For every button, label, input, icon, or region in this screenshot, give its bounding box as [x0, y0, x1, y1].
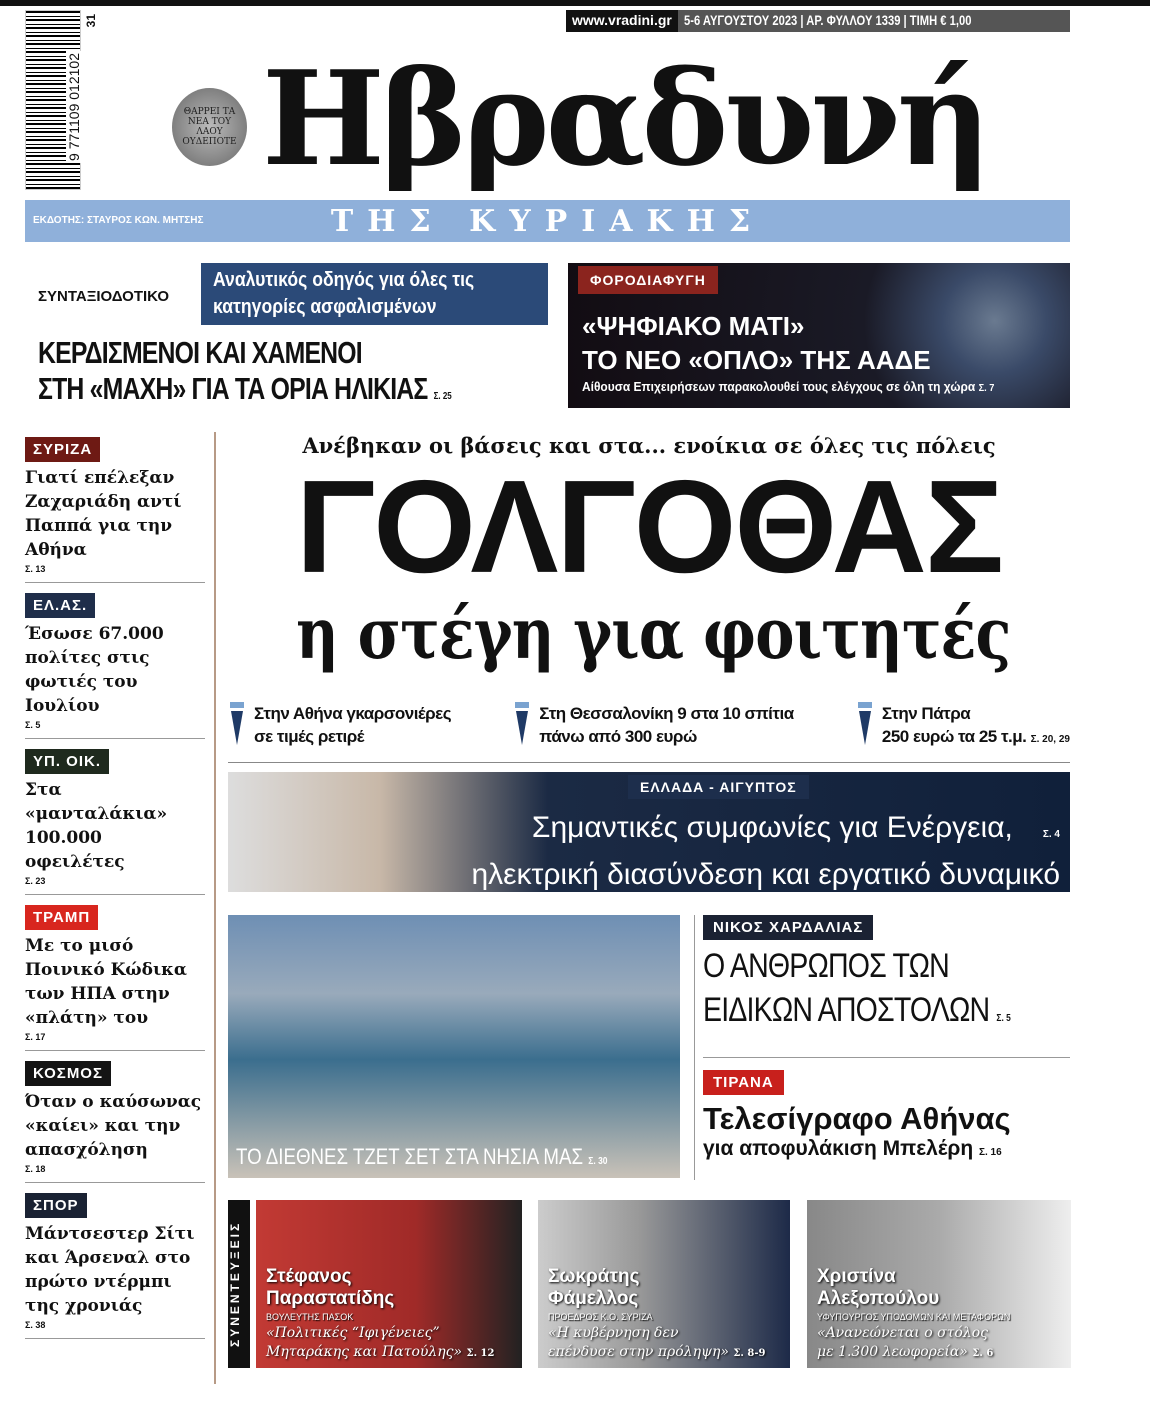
tax-line1: «ΨΗΦΙΑΚΟ ΜΑΤΙ» [582, 311, 805, 341]
column-divider [214, 432, 216, 1384]
tirana-tag: ΤΙΡΑΝΑ [703, 1070, 784, 1095]
egypt-line1: Σημαντικές συμφωνίες για Ενέργεια, [531, 811, 1013, 844]
section-tag: ΣΠΟΡ [25, 1193, 87, 1218]
interviewee-role: ΥΦΥΠΟΥΡΓΟΣ ΥΠΟΔΟΜΩΝ ΚΑΙ ΜΕΤΑΦΟΡΩΝ [817, 1312, 1011, 1322]
pen-icon [513, 702, 531, 746]
page-ref: Σ. 23 [25, 876, 46, 886]
interviewee-first-name: Χριστίνα [817, 1266, 896, 1287]
left-column-story[interactable] [25, 1193, 205, 1339]
lead-kicker: Ανέβηκαν οι βάσεις και στα... ενοίκια σε όλες τις πόλεις [302, 433, 996, 458]
edition-title: ΤΗΣ ΚΥΡΙΑΚΗΣ [330, 204, 765, 239]
quote-line2: επένδυσε στην πρόληψη» [548, 1344, 729, 1360]
tirana-line1: Τελεσίγραφο Αθήνας [703, 1101, 1011, 1136]
website-link[interactable]: www.vradini.gr [566, 10, 678, 32]
hardalias-story[interactable] [703, 915, 1070, 1041]
pen-icon [856, 702, 874, 746]
pension-line2: ΣΤΗ «ΜΑΧΗ» ΓΙΑ ΤΑ ΟΡΙΑ ΗΛΙΚΙΑΣ [38, 371, 428, 406]
quote-line2: με 1.300 λεωφορεία» [817, 1344, 968, 1360]
quote-line1: «Η κυβέρνηση δεν [548, 1325, 679, 1341]
edition-band [25, 200, 1070, 242]
jetset-photo[interactable] [228, 915, 680, 1178]
section-tag: ΚΟΣΜΟΣ [25, 1061, 111, 1086]
greece-egypt-story[interactable] [228, 772, 1070, 892]
hardalias-tag: ΝΙΚΟΣ ΧΑΡΔΑΛΙΑΣ [703, 915, 873, 940]
tax-tag: ΦΟΡΟΔΙΑΦΥΓΗ [578, 266, 718, 294]
interviewee-last-name: Παραστατίδης [266, 1288, 395, 1309]
pension-line1: ΚΕΡΔΙΣΜΕΝΟΙ ΚΑΙ ΧΑΜΕΝΟΙ [38, 335, 362, 370]
section-tag: ΣΥΡΙΖΑ [25, 437, 100, 462]
divider [25, 894, 205, 895]
pension-headline[interactable] [38, 335, 555, 415]
page-ref: Σ. 18 [25, 1164, 46, 1174]
barcode [25, 10, 81, 190]
page-ref: Σ. 38 [25, 1320, 46, 1330]
egypt-line2: ηλεκτρική διασύνδεση και εργατικό δυναμικό [471, 858, 1060, 891]
left-column-story[interactable] [25, 593, 205, 739]
left-column-story[interactable] [25, 749, 205, 895]
hardalias-line1: Ο ΑΝΘΡΩΠΟΣ ΤΩΝ [703, 947, 949, 985]
interviewee-role: ΒΟΥΛΕΥΤΗΣ ΠΑΣΟΚ [266, 1312, 354, 1322]
bullet-text: 250 ευρώ τα 25 τ.μ. [881, 727, 1027, 746]
tax-evasion-story[interactable] [568, 263, 1070, 408]
story-title: Έσωσε 67.000 πολίτες στις φωτιές του Ιουλίου [25, 624, 164, 716]
lead-bullet [856, 702, 1070, 751]
page-ref: Σ. 7 [978, 383, 995, 394]
left-column [25, 437, 205, 1349]
page-ref: Σ. 8-9 [733, 1348, 766, 1359]
lead-headline[interactable]: ΓΟΛΓΟΘΑΣ [295, 453, 1003, 600]
issue-info-bar [566, 10, 1070, 32]
story-title: Όταν ο καύσωνας «καίει» και την απασχόληση [25, 1092, 202, 1160]
lead-subhead-box [228, 592, 1070, 676]
pension-label: ΣΥΝΤΑΞΙΟΔΟΤΙΚΟ [38, 288, 169, 305]
story-title: Γιατί επέλεξαν Ζαχαριάδη αντί Παππά για την Αθήνα [25, 468, 182, 560]
newspaper-title: Ηβραδυνή [262, 42, 988, 195]
quote-line1: «Πολιτικές “Ιφιγένειες” [266, 1325, 440, 1341]
quote-line1: «Ανανεώνεται ο στόλος [817, 1325, 988, 1341]
divider [25, 582, 205, 583]
publisher: ΕΚΔΟΤΗΣ: ΣΤΑΥΡΟΣ ΚΩΝ. ΜΗΤΣΗΣ [33, 215, 204, 226]
page-ref: Σ. 17 [25, 1032, 46, 1042]
interview-card[interactable] [538, 1200, 790, 1368]
pension-box [201, 263, 548, 325]
bullet-text: σε τιμές ρετιρέ [254, 727, 364, 746]
interviewee-first-name: Σωκράτης [548, 1266, 640, 1287]
divider [703, 1057, 1070, 1058]
left-column-story[interactable] [25, 905, 205, 1051]
tax-line2: ΤΟ ΝΕΟ «ΟΠΛΟ» ΤΗΣ ΑΑΔΕ [582, 345, 931, 375]
page-ref: Σ. 5 [25, 720, 41, 730]
page-ref: Σ. 30 [588, 1156, 608, 1167]
tax-sub: Αίθουσα Επιχειρήσεων παρακολουθεί τους ελέγχους σε όλη τη χώρα [582, 379, 976, 394]
lead-bullets [228, 702, 1070, 751]
page-ref: Σ. 20, 29 [1030, 734, 1070, 745]
issue-code: 31 [84, 14, 98, 28]
lead-bullet [228, 702, 451, 748]
barcode-number: 9 771109 012102 [66, 53, 82, 161]
jetset-caption: ΤΟ ΔΙΕΘΝΕΣ ΤΖΕΤ ΣΕΤ ΣΤΑ ΝΗΣΙΑ ΜΑΣ [236, 1144, 584, 1169]
page-ref: Σ. 12 [466, 1348, 495, 1359]
top-border [0, 0, 1150, 6]
lead-subhead: η στέγη για φοιτητές [296, 592, 1011, 675]
bullet-text: Στην Αθήνα γκαρσονιέρες [254, 704, 452, 723]
divider [228, 762, 1070, 763]
tirana-line2: για αποφυλάκιση Μπελέρη [703, 1137, 974, 1160]
divider [25, 1182, 205, 1183]
bullet-text: πάνω από 300 ευρώ [539, 727, 697, 746]
story-title: Με το μισό Ποινικό Κώδικα των ΗΠΑ στην «πλάτη» του [25, 936, 187, 1028]
tirana-story[interactable] [703, 1070, 1070, 1161]
divider [694, 915, 695, 1180]
interviews-label: ΣΥΝΕΝΤΕΥΞΕΙΣ [228, 1200, 250, 1368]
story-title: Στα «μανταλάκια» 100.000 οφειλέτες [25, 780, 168, 872]
page-ref: Σ. 6 [972, 1348, 994, 1359]
quote-line2: Μηταράκης και Πατούλης» [266, 1344, 463, 1360]
bullet-text: Στην Πάτρα [881, 704, 971, 723]
story-title: Μάντσεστερ Σίτι και Άρσεναλ στο πρώτο ντέρμπι της χρονιάς [25, 1224, 195, 1316]
page-ref: Σ. 5 [996, 1013, 1011, 1024]
pension-box-text: Αναλυτικός οδηγός για όλες τις κατηγορίες ασφαλισμένων [213, 269, 475, 318]
page-ref: Σ. 16 [979, 1147, 1002, 1158]
lead-bullet [513, 702, 793, 748]
issue-info-box [678, 10, 1070, 32]
interviewee-last-name: Αλεξοπούλου [817, 1288, 940, 1309]
egypt-tag: ΕΛΛΑΔΑ - ΑΙΓΥΠΤΟΣ [628, 775, 809, 799]
interview-card[interactable] [807, 1200, 1071, 1368]
section-tag: ΕΛ.ΑΣ. [25, 593, 95, 618]
interviewee-role: ΠΡΟΕΔΡΟΣ Κ.Ο. ΣΥΡΙΖΑ [548, 1312, 653, 1322]
interviewee-first-name: Στέφανος [266, 1266, 352, 1287]
divider [25, 738, 205, 739]
issue-info: 5-6 ΑΥΓΟΥΣΤΟΥ 2023 | ΑΡ. ΦΥΛΛΟΥ 1339 | ΤΙΜΗ € 1,00 [683, 12, 972, 28]
page-ref: Σ. 4 [1042, 829, 1060, 840]
bullet-text: Στη Θεσσαλονίκη 9 στα 10 σπίτια [539, 704, 794, 723]
section-tag: ΤΡΑΜΠ [25, 905, 98, 930]
hardalias-line2: ΕΙΔΙΚΩΝ ΑΠΟΣΤΟΛΩΝ [703, 991, 990, 1029]
interview-card[interactable] [256, 1200, 522, 1368]
interviewee-last-name: Φάμελλος [548, 1288, 639, 1309]
left-column-story[interactable] [25, 1061, 205, 1183]
page-ref: Σ. 25 [433, 391, 452, 402]
divider [25, 1338, 205, 1339]
pen-icon [228, 702, 246, 746]
coin-logo: ΘΑΡΡΕΙ ΤΑ ΝΕΑ ΤΟΥ ΛΑΟΥ ΟΥΔΕΠΟΤΕ [172, 88, 247, 166]
section-tag: ΥΠ. ΟΙΚ. [25, 749, 109, 774]
page-ref: Σ. 13 [25, 564, 46, 574]
left-column-story[interactable] [25, 437, 205, 583]
divider [25, 1050, 205, 1051]
